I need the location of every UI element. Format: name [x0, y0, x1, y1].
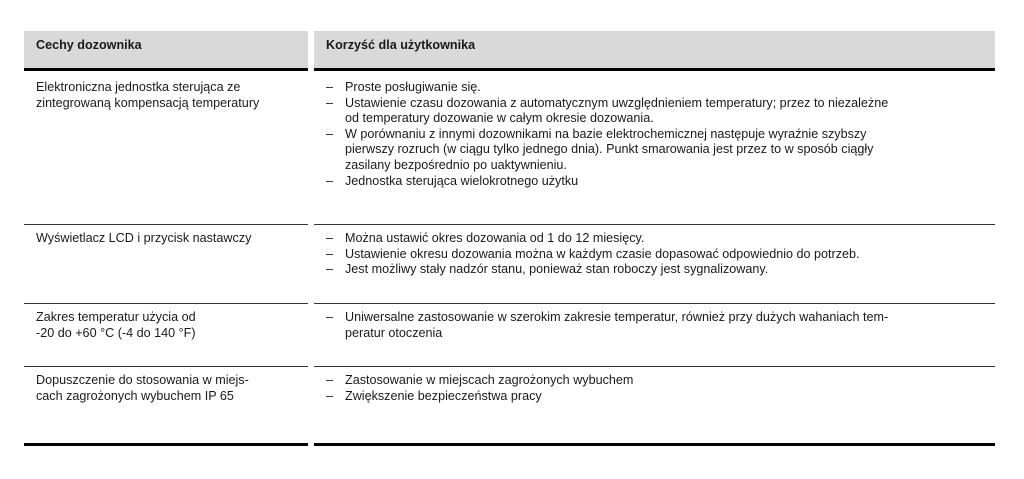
benefit-item	[326, 262, 983, 278]
feature-cell	[24, 231, 308, 247]
benefit-list	[326, 373, 983, 404]
benefit-text-line: Proste posługiwanie się.	[345, 80, 481, 94]
benefit-list	[326, 310, 983, 341]
row-divider	[24, 303, 308, 304]
feature-text-line: Elektroniczna jednostka sterująca ze	[36, 80, 241, 94]
dash-bullet: –	[326, 246, 334, 261]
benefit-item	[326, 373, 983, 389]
dash-bullet: –	[326, 373, 334, 387]
dash-bullet: –	[326, 388, 334, 403]
benefit-text-line: peratur otoczenia	[345, 325, 443, 340]
benefit-text-line: Ustawienie okresu dozowania można w każdym czasie dopasować odpowiednio do potrzeb.	[345, 246, 860, 261]
dash-bullet: –	[326, 80, 334, 94]
row-divider	[314, 303, 995, 304]
benefit-item	[326, 96, 983, 127]
feature-text-line: Dopuszczenie do stosowania w miejs-	[36, 373, 249, 387]
benefit-list	[326, 80, 983, 189]
benefit-item	[326, 80, 983, 96]
row-divider	[24, 366, 308, 367]
row-divider	[314, 366, 995, 367]
feature-header-label: Cechy dozownika	[36, 38, 142, 52]
dash-bullet: –	[326, 310, 334, 324]
benefit-cell	[314, 310, 995, 341]
feature-text-line: Zakres temperatur użycia od	[36, 310, 196, 324]
table-bottom-rule	[314, 443, 995, 446]
dash-bullet: –	[326, 95, 334, 110]
dash-bullet: –	[326, 231, 334, 245]
feature-text-line: cach zagrożonych wybuchem IP 65	[36, 388, 234, 403]
feature-column-body	[24, 0, 308, 479]
benefit-text-line: od temperatury dozowanie w całym okresie dozowania.	[345, 111, 654, 126]
benefit-text-line: zasilany bezpośrednio po uaktywnieniu.	[345, 157, 567, 172]
benefit-item	[326, 174, 983, 190]
benefit-text-line: Zwiększenie bezpieczeństwa pracy	[345, 388, 542, 403]
feature-text-line: zintegrowaną kompensacją temperatury	[36, 95, 260, 110]
table-bottom-rule	[24, 443, 308, 446]
benefit-cell	[314, 231, 995, 278]
benefit-text-line: Jednostka sterująca wielokrotnego użytku	[345, 173, 579, 188]
feature-cell	[24, 310, 308, 341]
benefit-text-line: Można ustawić okres dozowania od 1 do 12 miesięcy.	[345, 231, 645, 245]
benefit-item	[326, 127, 983, 174]
feature-text-line: Wyświetlacz LCD i przycisk nastawczy	[36, 231, 252, 245]
benefit-text-line: W porównaniu z innymi dozownikami na bazie elektrochemicznej następuje wyraźnie szybszy	[345, 126, 867, 141]
benefit-text-line: Zastosowanie w miejscach zagrożonych wybuchem	[345, 373, 634, 387]
dash-bullet: –	[326, 262, 334, 277]
benefit-text-line: Uniwersalne zastosowanie w szerokim zakresie temperatur, również przy dużych wahaniach tem-	[345, 310, 889, 324]
benefit-text-line: Jest możliwy stały nadzór stanu, ponieważ stan roboczy jest sygnalizowany.	[345, 262, 769, 277]
benefit-cell	[314, 373, 995, 404]
benefit-item	[326, 247, 983, 263]
feature-cell	[24, 373, 308, 404]
benefit-text-line: pierwszy rozruch (w ciągu tylko jednego dnia). Punkt smarowania jest przez to w sposób ciągły	[345, 142, 874, 157]
benefit-cell	[314, 80, 995, 189]
row-divider	[314, 224, 995, 225]
benefit-list	[326, 231, 983, 278]
feature-text-line: -20 do +60 °C (-4 do 140 °F)	[36, 325, 196, 340]
row-divider	[24, 224, 308, 225]
benefit-item	[326, 231, 983, 247]
dash-bullet: –	[326, 126, 334, 141]
dash-bullet: –	[326, 173, 334, 188]
feature-cell	[24, 80, 308, 111]
benefit-item	[326, 389, 983, 405]
benefit-item	[326, 310, 983, 341]
benefit-header-label: Korzyść dla użytkownika	[326, 38, 476, 52]
benefit-text-line: Ustawienie czasu dozowania z automatycznym uwzględnieniem temperatury; przez to niezależne	[345, 95, 889, 110]
benefit-column-body	[314, 0, 995, 479]
